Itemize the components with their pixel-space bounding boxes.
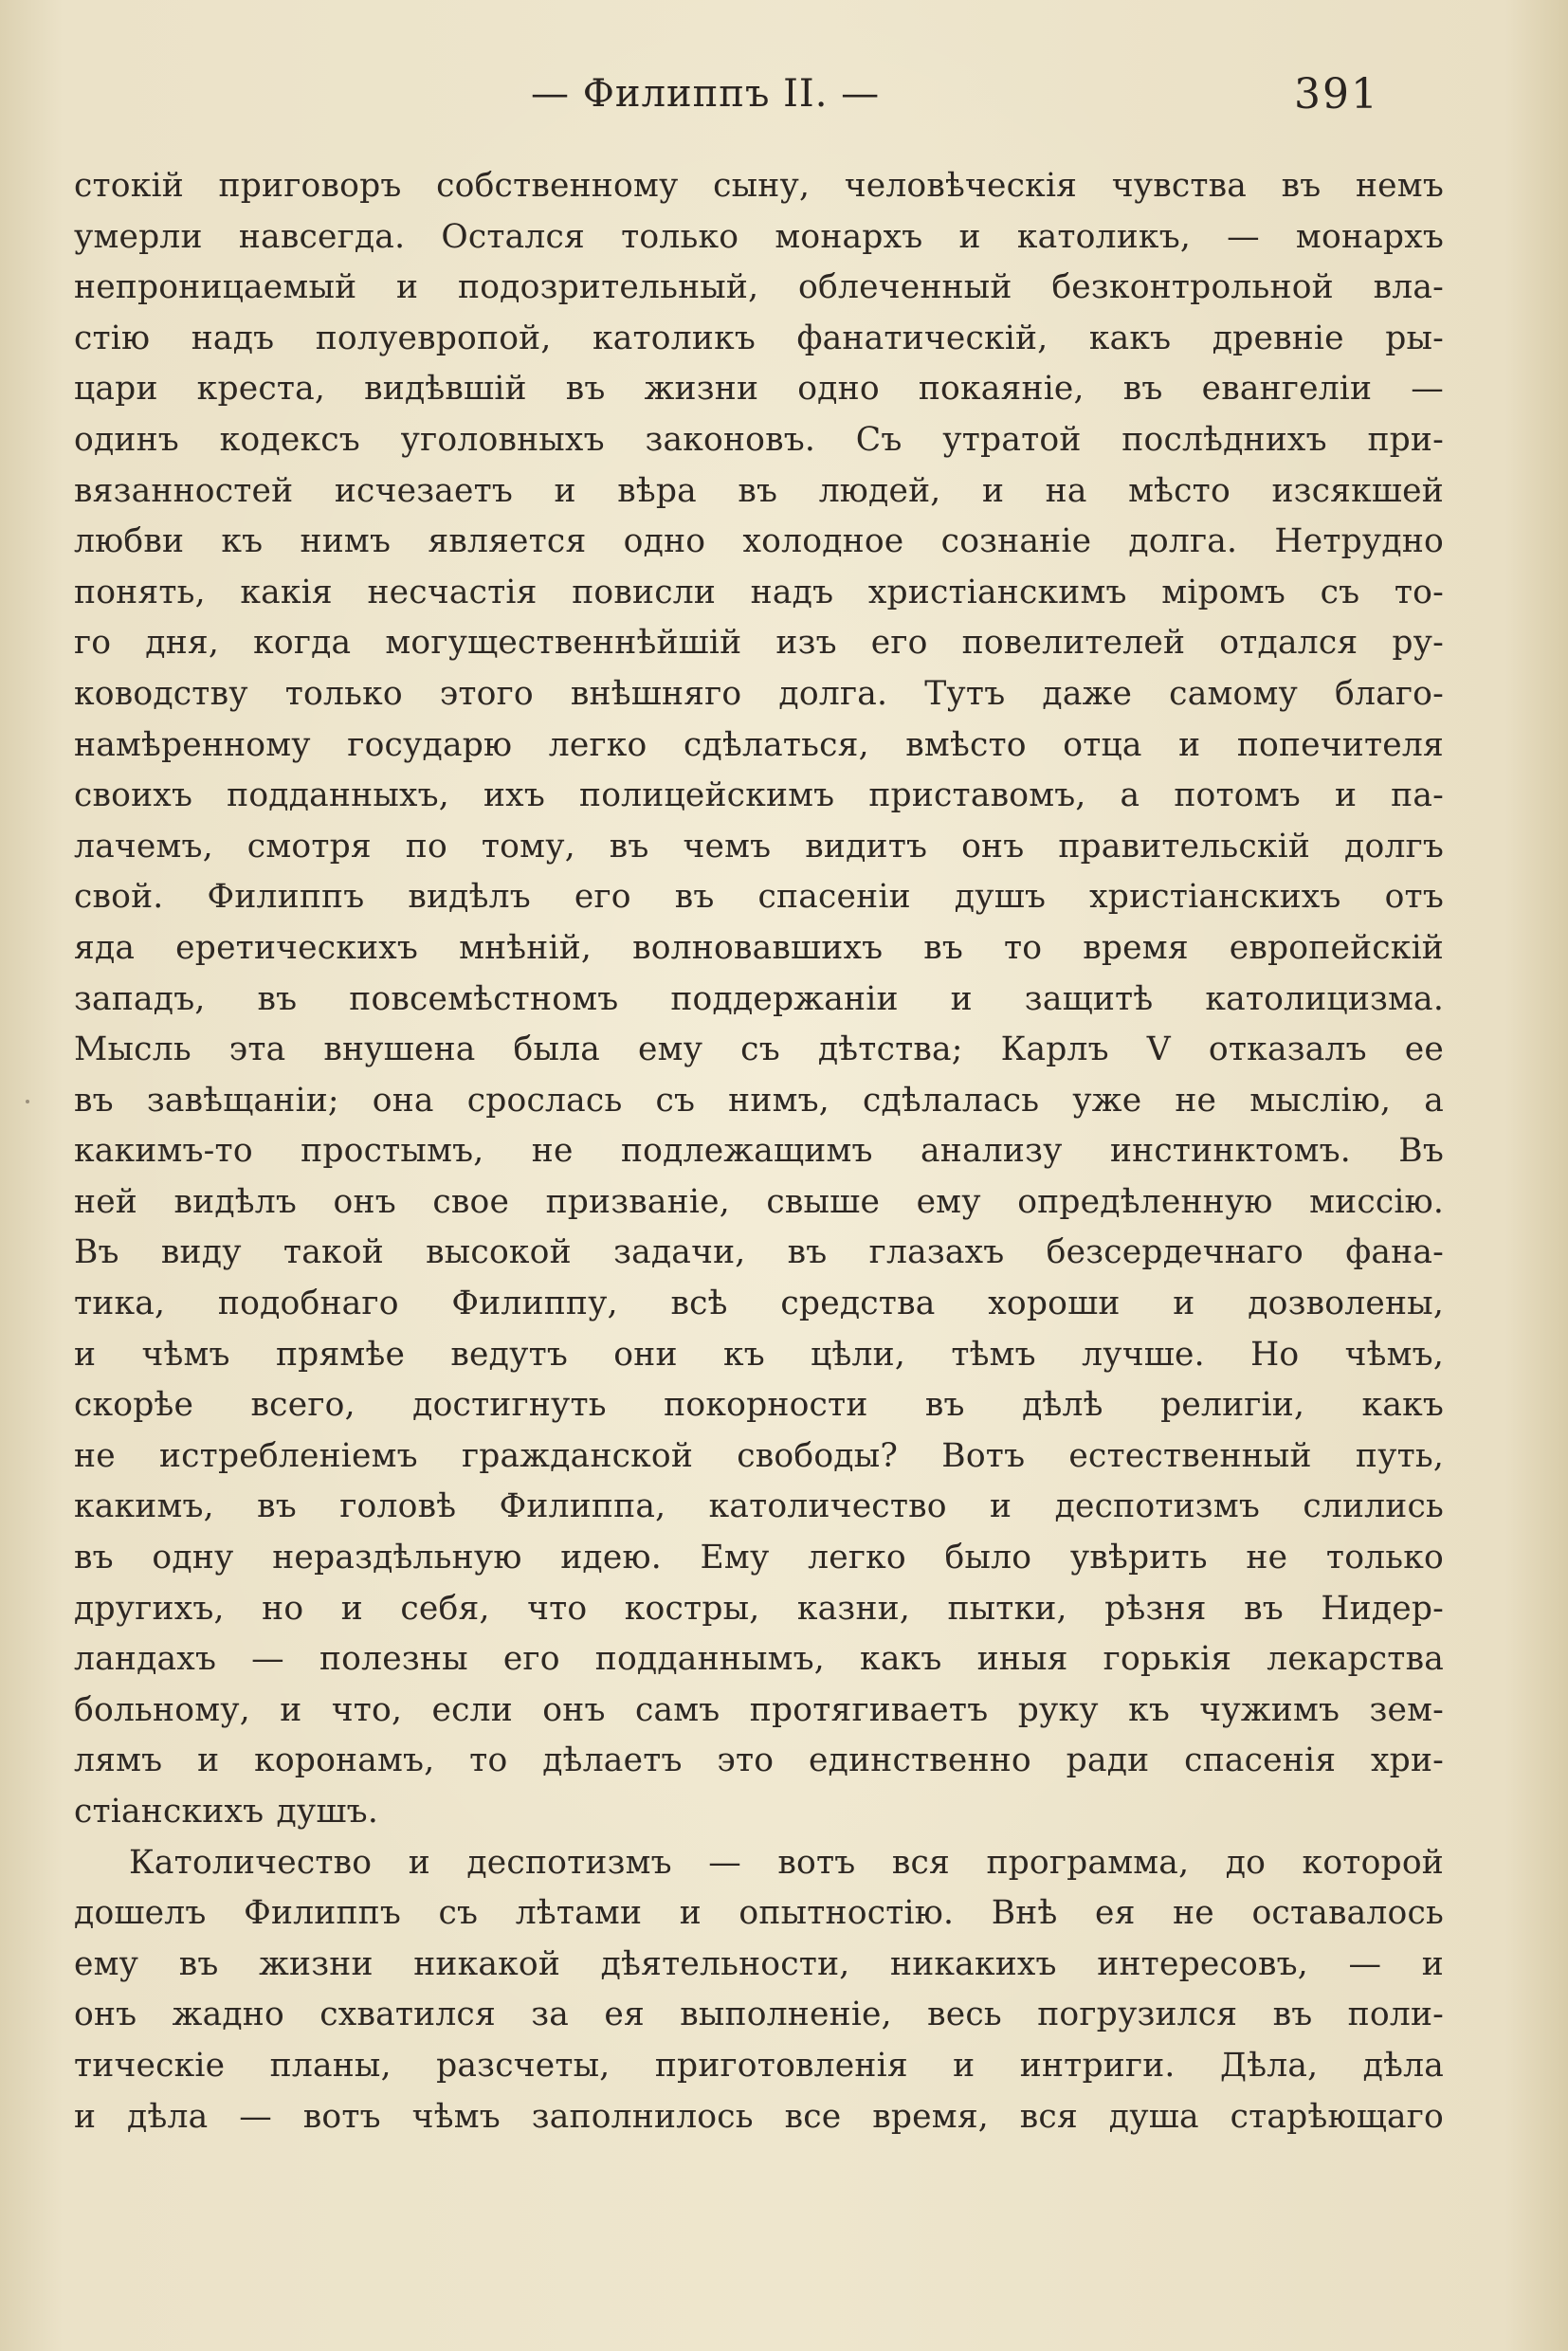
- text-line: тика, подобнаго Филиппу, всѣ средства хороши и дозволены,: [74, 1285, 1444, 1323]
- running-title: — Филиппъ II. —: [531, 72, 881, 116]
- text-line: свой. Филиппъ видѣлъ его въ спасеніи душъ христіанскихъ отъ: [74, 878, 1444, 917]
- text-line: Въ виду такой высокой задачи, въ глазахъ безсердечнаго фана-: [74, 1233, 1444, 1272]
- text-line: какимъ, въ головѣ Филиппа, католичество и деспотизмъ слились: [74, 1487, 1444, 1526]
- text-line: одинъ кодексъ уголовныхъ законовъ. Съ утратой послѣднихъ при-: [74, 420, 1444, 459]
- text-line: непроницаемый и подозрительный, облеченный безконтрольной вла-: [74, 268, 1444, 307]
- text-line: какимъ-то простымъ, не подлежащимъ анализу инстинктомъ. Въ: [74, 1132, 1444, 1171]
- text-line: дошелъ Филиппъ съ лѣтами и опытностію. Внѣ ея не оставалось: [74, 1894, 1444, 1933]
- text-line: любви къ нимъ является одно холодное сознаніе долга. Нетрудно: [74, 522, 1444, 561]
- text-line: и чѣмъ прямѣе ведутъ они къ цѣли, тѣмъ лучше. Но чѣмъ,: [74, 1335, 1444, 1374]
- text-line: вязанностей исчезаетъ и вѣра въ людей, и на мѣсто изсякшей: [74, 471, 1444, 510]
- text-line: намѣренному государю легко сдѣлаться, вмѣсто отца и попечителя: [74, 725, 1444, 764]
- text-line: Мысль эта внушена была ему съ дѣтства; Карлъ V отказалъ ее: [74, 1030, 1444, 1069]
- text-line: больному, и что, если онъ самъ протягиваетъ руку къ чужимъ зем-: [74, 1690, 1444, 1729]
- text-line: стокій приговоръ собственному сыну, человѣческія чувства въ немъ: [74, 167, 1444, 205]
- text-line: ней видѣлъ онъ свое призваніе, свыше ему опредѣленную миссію.: [74, 1182, 1444, 1221]
- text-line: стіанскихъ душъ.: [74, 1793, 378, 1831]
- text-line: въ одну нераздѣльную идею. Ему легко было увѣрить не только: [74, 1539, 1444, 1577]
- paragraph-2: [74, 1838, 1444, 2143]
- text-line: тическіе планы, разсчеты, приготовленія и интриги. Дѣла, дѣла: [74, 2046, 1444, 2085]
- text-line: другихъ, но и себя, что костры, казни, пытки, рѣзня въ Нидер-: [74, 1589, 1444, 1628]
- text-line: и дѣла — вотъ чѣмъ заполнилось все время, вся душа старѣющаго: [74, 2097, 1444, 2136]
- text-line: скорѣе всего, достигнуть покорности въ дѣлѣ религіи, какъ: [74, 1386, 1444, 1425]
- text-line: Католичество и деспотизмъ — вотъ вся программа, до которой: [129, 1843, 1444, 1882]
- body-text: [74, 161, 1444, 2142]
- text-line: стію надъ полуевропой, католикъ фанатическій, какъ древніе ры-: [74, 319, 1444, 357]
- text-line: лачемъ, смотря по тому, въ чемъ видитъ онъ правительскій долгъ: [74, 827, 1444, 866]
- paragraph-1: [74, 161, 1444, 1838]
- text-line: понять, какія несчастія повисли надъ христіанскимъ міромъ съ то-: [74, 573, 1444, 611]
- text-line: ему въ жизни никакой дѣятельности, никакихъ интересовъ, — и: [74, 1944, 1444, 1983]
- page-header: [0, 64, 1568, 121]
- text-line: ководству только этого внѣшняго долга. Тутъ даже самому благо-: [74, 674, 1444, 713]
- text-line: западъ, въ повсемѣстномъ поддержаніи и защитѣ католицизма.: [74, 979, 1444, 1018]
- margin-mark: [26, 1100, 29, 1103]
- text-line: го дня, когда могущественнѣйшій изъ его повелителей отдался ру-: [74, 624, 1444, 663]
- text-line: умерли навсегда. Остался только монархъ и католикъ, — монархъ: [74, 217, 1444, 256]
- text-line: цари креста, видѣвшій въ жизни одно покаяніе, въ евангеліи —: [74, 370, 1444, 409]
- text-line: не истребленіемъ гражданской свободы? Вотъ естественный путь,: [74, 1436, 1444, 1475]
- text-line: въ завѣщаніи; она срослась съ нимъ, сдѣлалась уже не мыслію, а: [74, 1081, 1444, 1120]
- page-number: 391: [1294, 70, 1379, 118]
- text-line: своихъ подданныхъ, ихъ полицейскимъ приставомъ, а потомъ и па-: [74, 776, 1444, 815]
- text-line: лямъ и коронамъ, то дѣлаетъ это единственно ради спасенія хри-: [74, 1741, 1444, 1780]
- text-line: яда еретическихъ мнѣній, волновавшихъ въ то время европейскій: [74, 928, 1444, 967]
- text-line: ландахъ — полезны его подданнымъ, какъ иныя горькія лекарства: [74, 1640, 1444, 1679]
- text-line: онъ жадно схватился за ея выполненіе, весь погрузился въ поли-: [74, 1996, 1444, 2034]
